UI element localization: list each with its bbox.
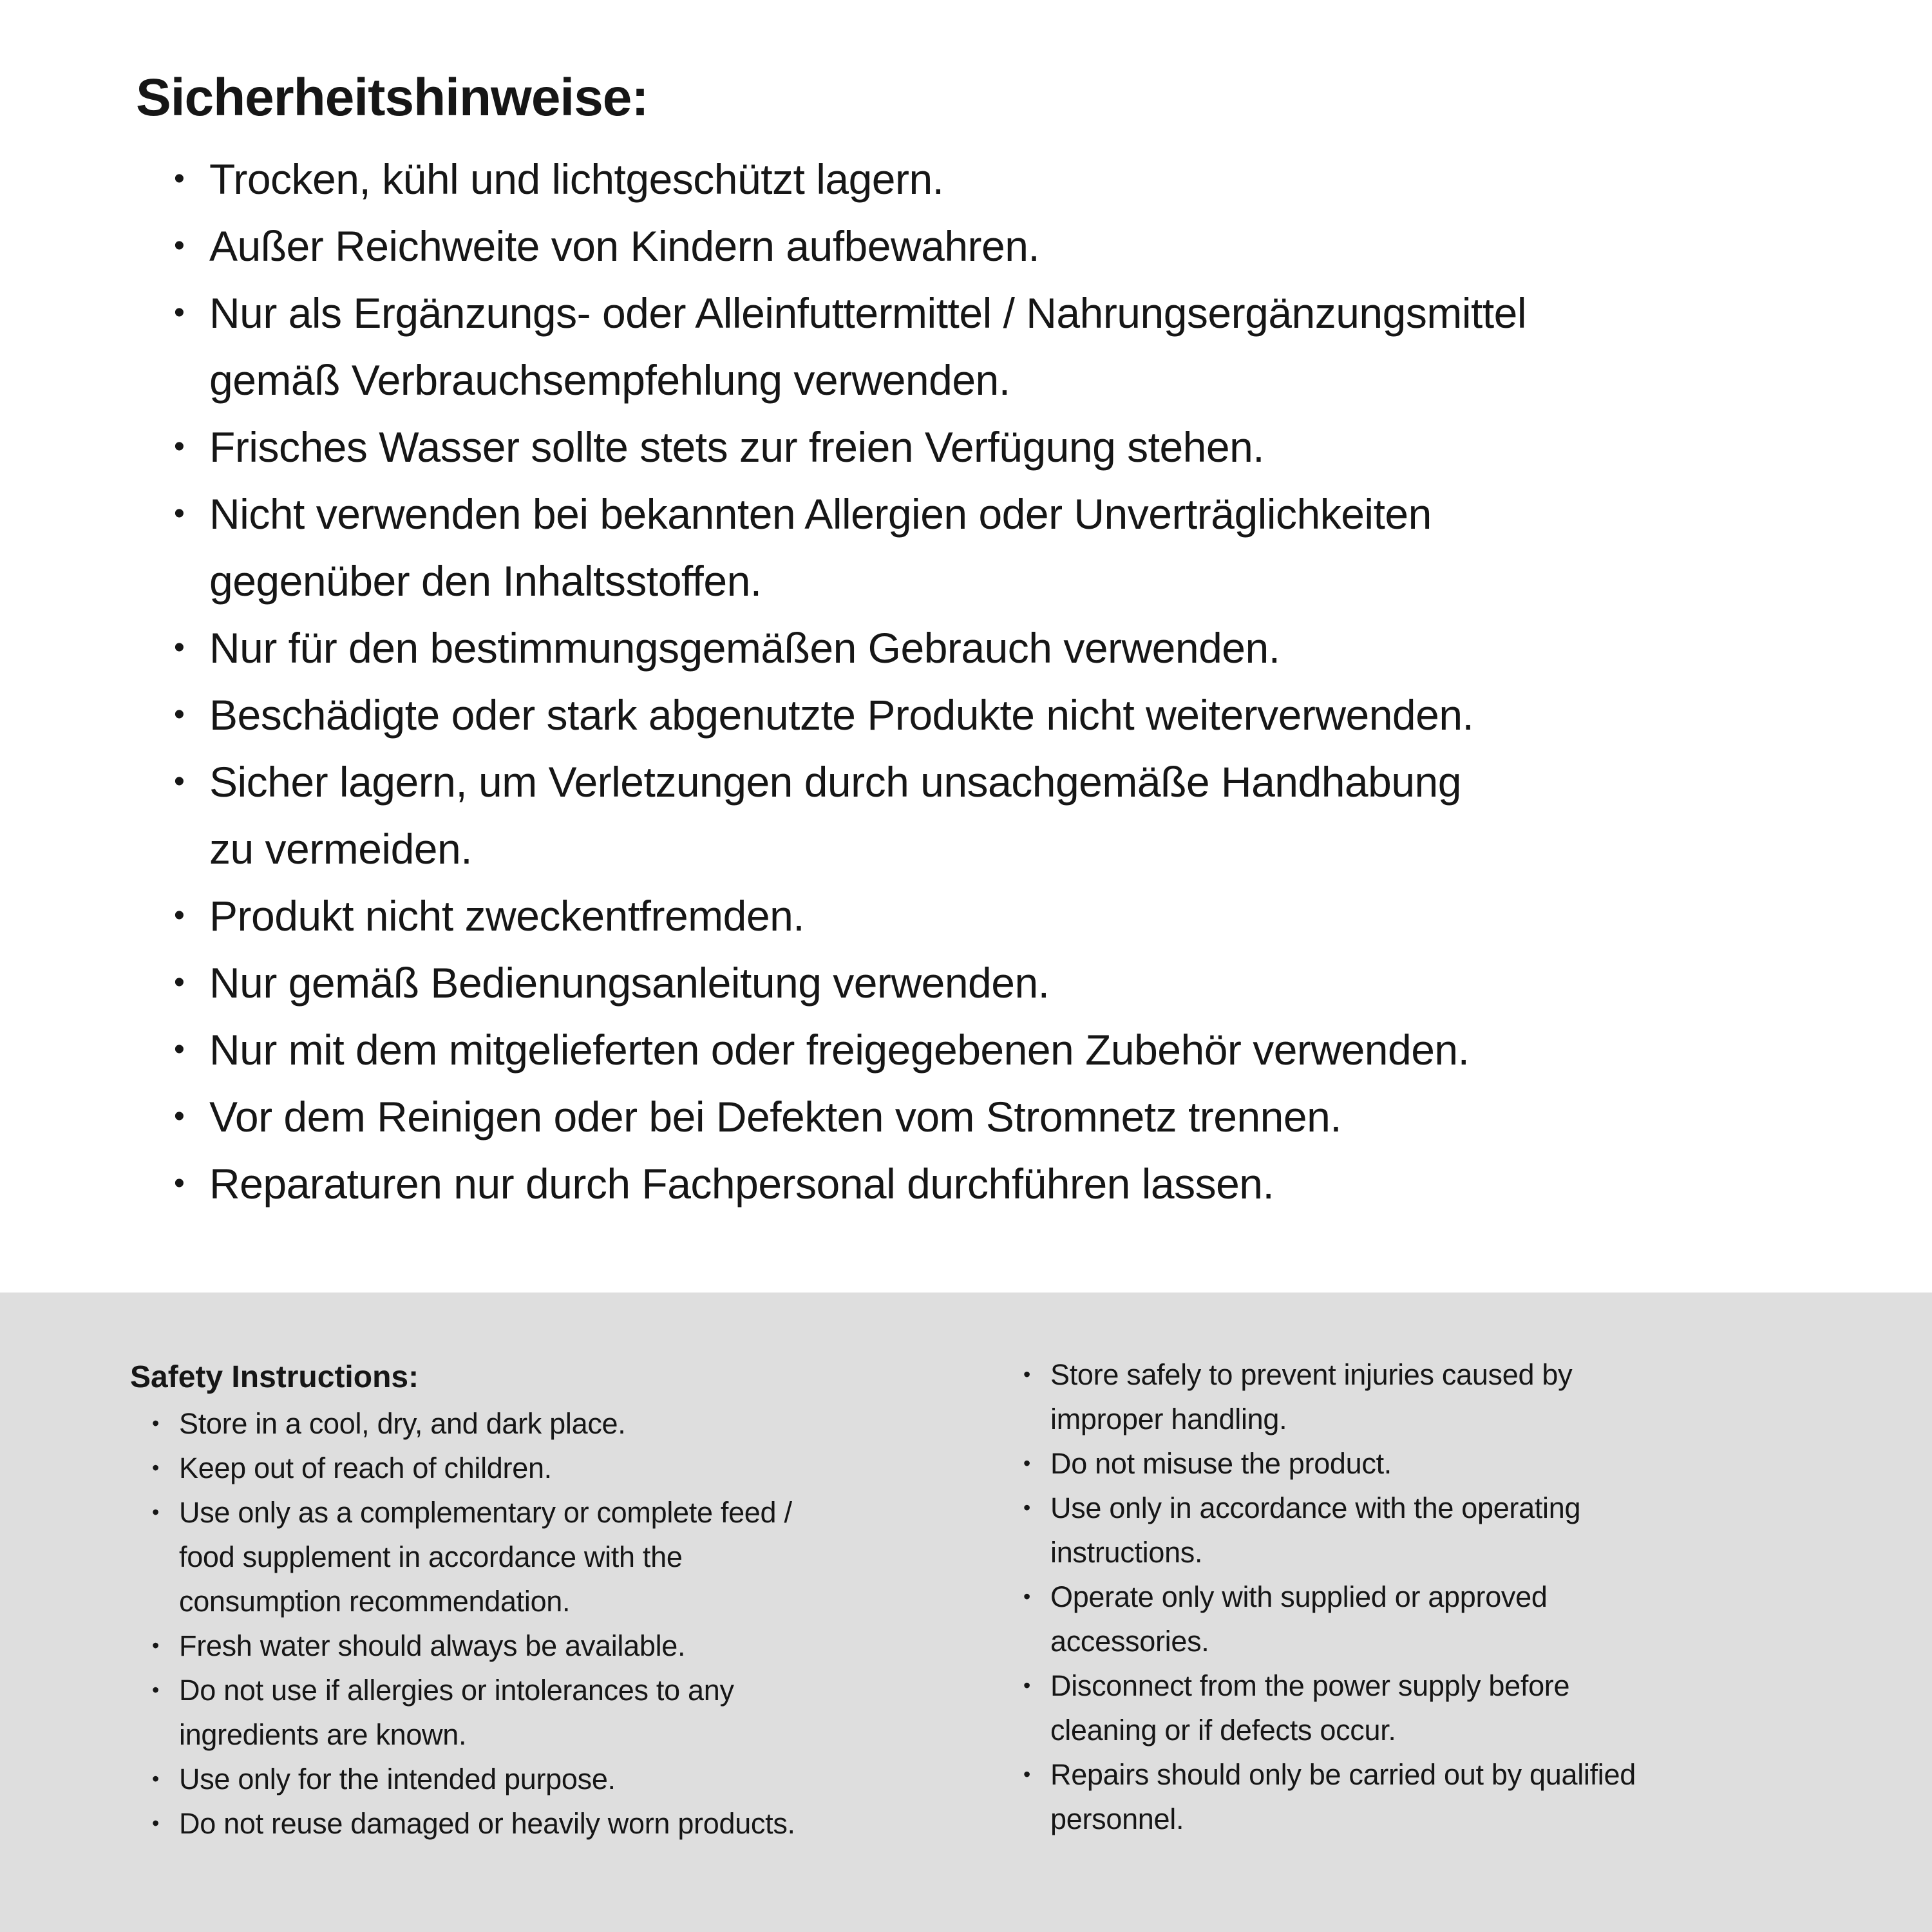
- de-item-1: [174, 146, 1932, 213]
- de-item-6: [174, 614, 1932, 681]
- en-right-item-5-line-1: Disconnect from the power supply before: [1050, 1669, 1570, 1702]
- de-item-4-line-1: Frisches Wasser sollte stets zur freien Verfügung stehen.: [209, 423, 1265, 471]
- en-right-item-2-line-1: Do not misuse the product.: [1050, 1447, 1392, 1480]
- english-right-column: [1023, 1352, 1918, 1841]
- bullet-icon: •: [1023, 1674, 1030, 1697]
- de-item-2-line-1: Außer Reichweite von Kindern aufbewahren.: [209, 222, 1040, 270]
- en-right-item-5: [1023, 1663, 1918, 1752]
- english-right-list: [1023, 1352, 1918, 1841]
- en-right-item-4-line-1: Operate only with supplied or approved: [1050, 1580, 1548, 1613]
- bullet-icon: •: [152, 1634, 159, 1657]
- de-item-11: [174, 1016, 1932, 1083]
- bullet-icon: •: [1023, 1763, 1030, 1786]
- bullet-icon: •: [1023, 1585, 1030, 1608]
- bullet-icon: •: [174, 630, 185, 665]
- en-left-item-5: [152, 1668, 993, 1757]
- bullet-icon: •: [152, 1812, 159, 1835]
- de-item-8: [174, 748, 1932, 882]
- de-item-3-line-1: Nur als Ergänzungs- oder Alleinfuttermittel / Nahrungsergänzungsmittel: [209, 289, 1527, 337]
- en-right-item-6-line-1: Repairs should only be carried out by qualified: [1050, 1758, 1636, 1791]
- en-left-item-2-line-1: Keep out of reach of children.: [179, 1452, 552, 1484]
- en-left-item-1: [152, 1401, 993, 1446]
- de-item-2: [174, 213, 1932, 279]
- en-right-item-3: [1023, 1486, 1918, 1575]
- de-item-9-line-1: Produkt nicht zweckentfremden.: [209, 892, 805, 940]
- bullet-icon: •: [174, 162, 185, 196]
- en-left-item-7: [152, 1801, 993, 1846]
- de-item-5-line-1: Nicht verwenden bei bekannten Allergien oder Unverträglichkeiten: [209, 490, 1432, 538]
- en-right-item-6-line-2: personnel.: [1050, 1803, 1184, 1835]
- bullet-icon: •: [174, 1166, 185, 1200]
- en-left-item-2: [152, 1446, 993, 1490]
- en-left-item-6-line-1: Use only for the intended purpose.: [179, 1763, 616, 1795]
- en-right-item-4-line-2: accessories.: [1050, 1625, 1209, 1658]
- german-heading: Sicherheitshinweise:: [136, 68, 649, 127]
- en-right-item-4: [1023, 1575, 1918, 1663]
- english-heading: Safety Instructions:: [130, 1360, 419, 1394]
- en-left-item-3-line-1: Use only as a complementary or complete feed /: [179, 1496, 792, 1529]
- bullet-icon: •: [174, 497, 185, 531]
- english-left-column: [130, 1353, 993, 1846]
- bullet-icon: •: [174, 229, 185, 263]
- de-item-12-line-1: Vor dem Reinigen oder bei Defekten vom Stromnetz trennen.: [209, 1093, 1342, 1141]
- en-left-item-6: [152, 1757, 993, 1801]
- en-left-item-4: [152, 1624, 993, 1668]
- bullet-icon: •: [174, 1032, 185, 1066]
- de-item-5-line-2: gegenüber den Inhaltsstoffen.: [209, 557, 762, 605]
- de-item-12: [174, 1083, 1932, 1150]
- bullet-icon: •: [174, 898, 185, 933]
- en-right-item-2: [1023, 1441, 1918, 1486]
- en-right-item-3-line-1: Use only in accordance with the operating: [1050, 1492, 1581, 1524]
- bullet-icon: •: [1023, 1496, 1030, 1519]
- de-item-13-line-1: Reparaturen nur durch Fachpersonal durchführen lassen.: [209, 1160, 1274, 1208]
- bullet-icon: •: [174, 697, 185, 732]
- de-item-3: [174, 279, 1932, 413]
- de-item-8-line-2: zu vermeiden.: [209, 825, 473, 873]
- bullet-icon: •: [152, 1501, 159, 1524]
- bullet-icon: •: [1023, 1452, 1030, 1475]
- bullet-icon: •: [174, 1099, 185, 1133]
- en-left-item-3-line-3: consumption recommendation.: [179, 1585, 571, 1618]
- en-right-item-1-line-2: improper handling.: [1050, 1403, 1287, 1435]
- en-right-item-1: [1023, 1352, 1918, 1441]
- de-item-5: [174, 480, 1932, 614]
- bullet-icon: •: [152, 1456, 159, 1479]
- de-item-11-line-1: Nur mit dem mitgelieferten oder freigegebenen Zubehör verwenden.: [209, 1026, 1470, 1074]
- bullet-icon: •: [174, 296, 185, 330]
- de-item-13: [174, 1150, 1932, 1217]
- bullet-icon: •: [152, 1678, 159, 1701]
- en-left-item-5-line-1: Do not use if allergies or intolerances to any: [179, 1674, 734, 1707]
- de-item-3-line-2: gemäß Verbrauchsempfehlung verwenden.: [209, 356, 1010, 404]
- de-item-4: [174, 413, 1932, 480]
- de-item-7-line-1: Beschädigte oder stark abgenutzte Produkte nicht weiterverwenden.: [209, 691, 1474, 739]
- en-left-item-7-line-1: Do not reuse damaged or heavily worn products.: [179, 1807, 795, 1840]
- bullet-icon: •: [152, 1412, 159, 1435]
- en-left-item-3-line-2: food supplement in accordance with the: [179, 1540, 683, 1573]
- bullet-icon: •: [152, 1767, 159, 1790]
- de-item-6-line-1: Nur für den bestimmungsgemäßen Gebrauch verwenden.: [209, 624, 1280, 672]
- english-section: [0, 1293, 1932, 1932]
- en-left-item-3: [152, 1490, 993, 1624]
- en-left-item-1-line-1: Store in a cool, dry, and dark place.: [179, 1407, 626, 1440]
- bullet-icon: •: [174, 430, 185, 464]
- german-section: [0, 64, 1932, 1217]
- bullet-icon: •: [1023, 1363, 1030, 1386]
- en-right-item-6: [1023, 1752, 1918, 1841]
- bullet-icon: •: [174, 764, 185, 799]
- german-safety-list: [174, 146, 1932, 1217]
- de-item-9: [174, 882, 1932, 949]
- en-left-item-5-line-2: ingredients are known.: [179, 1718, 467, 1751]
- en-right-item-3-line-2: instructions.: [1050, 1536, 1203, 1569]
- de-item-10-line-1: Nur gemäß Bedienungsanleitung verwenden.: [209, 959, 1050, 1007]
- de-item-7: [174, 681, 1932, 748]
- de-item-10: [174, 949, 1932, 1016]
- en-right-item-5-line-2: cleaning or if defects occur.: [1050, 1714, 1396, 1747]
- english-left-list: [152, 1401, 993, 1846]
- de-item-1-line-1: Trocken, kühl und lichtgeschützt lagern.: [209, 155, 944, 203]
- de-item-8-line-1: Sicher lagern, um Verletzungen durch unsachgemäße Handhabung: [209, 758, 1461, 806]
- bullet-icon: •: [174, 965, 185, 999]
- en-right-item-1-line-1: Store safely to prevent injuries caused by: [1050, 1358, 1573, 1391]
- en-left-item-4-line-1: Fresh water should always be available.: [179, 1629, 686, 1662]
